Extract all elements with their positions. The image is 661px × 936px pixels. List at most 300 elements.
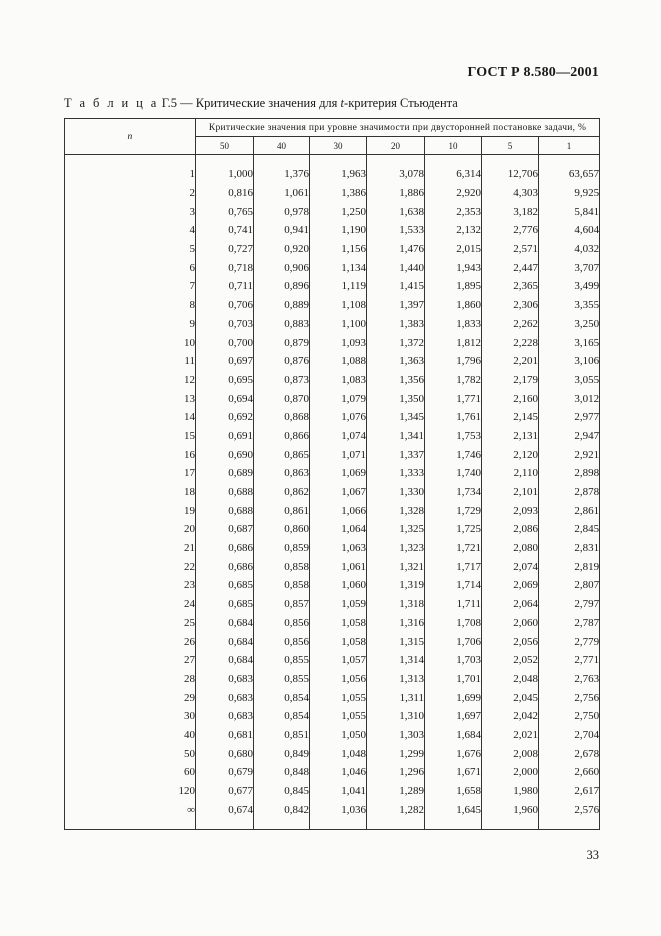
- value-cell: 0,854: [254, 688, 310, 707]
- value-cell: 0,856: [254, 632, 310, 651]
- value-cell: 2,898: [539, 464, 600, 483]
- value-cell: 1,063: [310, 539, 367, 558]
- value-cell: 2,571: [482, 240, 539, 259]
- value-cell: 1,108: [310, 296, 367, 315]
- value-cell: 2,179: [482, 371, 539, 390]
- value-cell: 0,896: [254, 277, 310, 296]
- caption-dash: —: [180, 96, 193, 110]
- value-cell: 2,228: [482, 333, 539, 352]
- value-cell: 3,106: [539, 352, 600, 371]
- value-cell: 2,797: [539, 595, 600, 614]
- n-cell: 4: [65, 221, 196, 240]
- value-cell: 2,704: [539, 726, 600, 745]
- n-cell: 26: [65, 632, 196, 651]
- n-cell: 5: [65, 240, 196, 259]
- value-cell: 0,862: [254, 483, 310, 502]
- level-header: 30: [310, 137, 367, 155]
- caption-text-before: Критические значения для: [195, 96, 338, 110]
- value-cell: 0,691: [196, 427, 254, 446]
- value-cell: 1,345: [367, 408, 425, 427]
- value-cell: 1,296: [367, 763, 425, 782]
- value-cell: 2,365: [482, 277, 539, 296]
- value-cell: 0,855: [254, 651, 310, 670]
- value-cell: 4,303: [482, 184, 539, 203]
- value-cell: 1,708: [425, 614, 482, 633]
- value-cell: 0,680: [196, 744, 254, 763]
- value-cell: 0,861: [254, 501, 310, 520]
- value-cell: 1,000: [196, 165, 254, 184]
- n-cell: 18: [65, 483, 196, 502]
- value-cell: 0,860: [254, 520, 310, 539]
- value-cell: 1,319: [367, 576, 425, 595]
- level-header: 5: [482, 137, 539, 155]
- n-cell: 50: [65, 744, 196, 763]
- table-row: [65, 763, 600, 782]
- value-cell: 0,858: [254, 557, 310, 576]
- value-cell: 2,056: [482, 632, 539, 651]
- table-row: [65, 408, 600, 427]
- value-cell: 3,250: [539, 315, 600, 334]
- value-cell: 0,978: [254, 202, 310, 221]
- value-cell: 1,645: [425, 800, 482, 819]
- value-cell: 1,069: [310, 464, 367, 483]
- value-cell: 2,831: [539, 539, 600, 558]
- value-cell: 2,042: [482, 707, 539, 726]
- value-cell: 2,447: [482, 258, 539, 277]
- value-cell: 2,920: [425, 184, 482, 203]
- value-cell: 0,851: [254, 726, 310, 745]
- table-row: [65, 614, 600, 633]
- value-cell: 1,058: [310, 614, 367, 633]
- n-cell: 19: [65, 501, 196, 520]
- value-cell: 2,262: [482, 315, 539, 334]
- table-row: [65, 427, 600, 446]
- value-cell: 0,854: [254, 707, 310, 726]
- value-cell: 2,750: [539, 707, 600, 726]
- value-cell: 0,692: [196, 408, 254, 427]
- value-cell: 0,858: [254, 576, 310, 595]
- table-row: [65, 371, 600, 390]
- value-cell: 1,083: [310, 371, 367, 390]
- table-row: [65, 483, 600, 502]
- n-cell: 9: [65, 315, 196, 334]
- n-cell: ∞: [65, 800, 196, 819]
- table-row: [65, 184, 600, 203]
- n-cell: 29: [65, 688, 196, 707]
- table-row: [65, 800, 600, 819]
- value-cell: 0,845: [254, 782, 310, 801]
- caption-text-after: -критерия Стьюдента: [344, 96, 458, 110]
- value-cell: 0,727: [196, 240, 254, 259]
- value-cell: 0,683: [196, 707, 254, 726]
- table-row: [65, 240, 600, 259]
- value-cell: 1,980: [482, 782, 539, 801]
- value-cell: 0,685: [196, 595, 254, 614]
- value-cell: 0,816: [196, 184, 254, 203]
- value-cell: 0,711: [196, 277, 254, 296]
- value-cell: 1,725: [425, 520, 482, 539]
- value-cell: 0,683: [196, 688, 254, 707]
- value-cell: 1,303: [367, 726, 425, 745]
- value-cell: 12,706: [482, 165, 539, 184]
- n-cell: 10: [65, 333, 196, 352]
- n-cell: 7: [65, 277, 196, 296]
- value-cell: 0,700: [196, 333, 254, 352]
- value-cell: 1,397: [367, 296, 425, 315]
- value-cell: 1,734: [425, 483, 482, 502]
- n-cell: 16: [65, 445, 196, 464]
- caption-number: Г.5: [161, 96, 177, 110]
- value-cell: 1,289: [367, 782, 425, 801]
- value-cell: 1,057: [310, 651, 367, 670]
- value-cell: 2,779: [539, 632, 600, 651]
- value-cell: 1,119: [310, 277, 367, 296]
- table-row: [65, 688, 600, 707]
- n-cell: 28: [65, 670, 196, 689]
- value-cell: 2,101: [482, 483, 539, 502]
- table-row: [65, 333, 600, 352]
- n-cell: 20: [65, 520, 196, 539]
- value-cell: 1,066: [310, 501, 367, 520]
- value-cell: 1,860: [425, 296, 482, 315]
- n-cell: 24: [65, 595, 196, 614]
- value-cell: 0,941: [254, 221, 310, 240]
- value-cell: 2,093: [482, 501, 539, 520]
- n-cell: 15: [65, 427, 196, 446]
- value-cell: 1,703: [425, 651, 482, 670]
- value-cell: 1,671: [425, 763, 482, 782]
- value-cell: 0,855: [254, 670, 310, 689]
- value-cell: 2,947: [539, 427, 600, 446]
- value-cell: 0,690: [196, 445, 254, 464]
- value-cell: 2,776: [482, 221, 539, 240]
- value-cell: 3,055: [539, 371, 600, 390]
- table-row: [65, 464, 600, 483]
- value-cell: 0,863: [254, 464, 310, 483]
- value-cell: 1,134: [310, 258, 367, 277]
- value-cell: 0,681: [196, 726, 254, 745]
- value-cell: 2,845: [539, 520, 600, 539]
- value-cell: 1,328: [367, 501, 425, 520]
- n-cell: 13: [65, 389, 196, 408]
- table-row: [65, 707, 600, 726]
- value-cell: 3,707: [539, 258, 600, 277]
- value-cell: 1,313: [367, 670, 425, 689]
- value-cell: 1,383: [367, 315, 425, 334]
- value-cell: 1,701: [425, 670, 482, 689]
- value-cell: 2,617: [539, 782, 600, 801]
- value-cell: 1,684: [425, 726, 482, 745]
- value-cell: 1,076: [310, 408, 367, 427]
- n-cell: 11: [65, 352, 196, 371]
- caption-italic-t: t: [340, 96, 345, 110]
- value-cell: 1,156: [310, 240, 367, 259]
- value-cell: 2,069: [482, 576, 539, 595]
- value-cell: 0,684: [196, 651, 254, 670]
- value-cell: 5,841: [539, 202, 600, 221]
- n-cell: 60: [65, 763, 196, 782]
- value-cell: 1,376: [254, 165, 310, 184]
- table-row: [65, 726, 600, 745]
- n-cell: 1: [65, 165, 196, 184]
- value-cell: 0,859: [254, 539, 310, 558]
- value-cell: 1,041: [310, 782, 367, 801]
- value-cell: 3,355: [539, 296, 600, 315]
- value-cell: 2,052: [482, 651, 539, 670]
- level-header: 20: [367, 137, 425, 155]
- value-cell: 1,190: [310, 221, 367, 240]
- value-cell: 2,080: [482, 539, 539, 558]
- n-cell: 25: [65, 614, 196, 633]
- table-row: [65, 670, 600, 689]
- value-cell: 1,100: [310, 315, 367, 334]
- value-cell: 1,372: [367, 333, 425, 352]
- value-cell: 0,687: [196, 520, 254, 539]
- value-cell: 1,330: [367, 483, 425, 502]
- n-cell: 23: [65, 576, 196, 595]
- value-cell: 1,055: [310, 688, 367, 707]
- value-cell: 2,787: [539, 614, 600, 633]
- value-cell: 2,771: [539, 651, 600, 670]
- value-cell: 63,657: [539, 165, 600, 184]
- value-cell: 0,848: [254, 763, 310, 782]
- n-cell: 6: [65, 258, 196, 277]
- value-cell: 1,074: [310, 427, 367, 446]
- value-cell: 0,765: [196, 202, 254, 221]
- value-cell: 1,061: [310, 557, 367, 576]
- table-row: [65, 202, 600, 221]
- value-cell: 1,753: [425, 427, 482, 446]
- value-cell: 1,771: [425, 389, 482, 408]
- value-cell: 1,833: [425, 315, 482, 334]
- value-cell: 0,674: [196, 800, 254, 819]
- value-cell: 1,299: [367, 744, 425, 763]
- n-cell: 12: [65, 371, 196, 390]
- value-cell: 1,333: [367, 464, 425, 483]
- level-header: 50: [196, 137, 254, 155]
- value-cell: 1,415: [367, 277, 425, 296]
- value-cell: 2,306: [482, 296, 539, 315]
- value-cell: 1,046: [310, 763, 367, 782]
- level-header: 40: [254, 137, 310, 155]
- value-cell: 0,686: [196, 557, 254, 576]
- value-cell: 0,689: [196, 464, 254, 483]
- n-cell: 30: [65, 707, 196, 726]
- value-cell: 2,015: [425, 240, 482, 259]
- n-cell: 120: [65, 782, 196, 801]
- value-cell: 2,145: [482, 408, 539, 427]
- value-cell: 2,160: [482, 389, 539, 408]
- value-cell: 0,703: [196, 315, 254, 334]
- value-cell: 1,071: [310, 445, 367, 464]
- value-cell: 1,050: [310, 726, 367, 745]
- value-cell: 1,963: [310, 165, 367, 184]
- value-cell: 0,684: [196, 614, 254, 633]
- value-cell: 1,079: [310, 389, 367, 408]
- value-cell: 1,717: [425, 557, 482, 576]
- n-cell: 21: [65, 539, 196, 558]
- value-cell: 1,943: [425, 258, 482, 277]
- value-cell: 1,711: [425, 595, 482, 614]
- value-cell: 0,706: [196, 296, 254, 315]
- value-cell: 0,883: [254, 315, 310, 334]
- value-cell: 1,960: [482, 800, 539, 819]
- value-cell: 1,064: [310, 520, 367, 539]
- value-cell: 1,325: [367, 520, 425, 539]
- table-row: [65, 557, 600, 576]
- value-cell: 1,318: [367, 595, 425, 614]
- table-row: [65, 277, 600, 296]
- n-cell: 17: [65, 464, 196, 483]
- value-cell: 1,706: [425, 632, 482, 651]
- value-cell: 2,353: [425, 202, 482, 221]
- value-cell: 0,685: [196, 576, 254, 595]
- value-cell: 1,699: [425, 688, 482, 707]
- value-cell: 1,746: [425, 445, 482, 464]
- value-cell: 2,060: [482, 614, 539, 633]
- value-cell: 0,684: [196, 632, 254, 651]
- value-cell: 0,677: [196, 782, 254, 801]
- value-cell: 1,729: [425, 501, 482, 520]
- value-cell: 1,697: [425, 707, 482, 726]
- value-cell: 0,857: [254, 595, 310, 614]
- n-cell: 14: [65, 408, 196, 427]
- page-number: 33: [586, 848, 599, 862]
- value-cell: 2,921: [539, 445, 600, 464]
- table-row: [65, 501, 600, 520]
- value-cell: 1,321: [367, 557, 425, 576]
- value-cell: 0,694: [196, 389, 254, 408]
- value-cell: 1,714: [425, 576, 482, 595]
- value-cell: 1,314: [367, 651, 425, 670]
- value-cell: 0,679: [196, 763, 254, 782]
- table-row: [65, 296, 600, 315]
- value-cell: 0,741: [196, 221, 254, 240]
- table-row: [65, 352, 600, 371]
- value-cell: 0,870: [254, 389, 310, 408]
- student-t-critical-values-table: [64, 118, 600, 830]
- value-cell: 2,064: [482, 595, 539, 614]
- value-cell: 2,131: [482, 427, 539, 446]
- value-cell: 3,078: [367, 165, 425, 184]
- value-cell: 1,638: [367, 202, 425, 221]
- table-row: [65, 539, 600, 558]
- value-cell: 0,889: [254, 296, 310, 315]
- value-cell: 1,533: [367, 221, 425, 240]
- table-row: [65, 576, 600, 595]
- value-cell: 1,055: [310, 707, 367, 726]
- value-cell: 2,086: [482, 520, 539, 539]
- value-cell: 2,048: [482, 670, 539, 689]
- n-cell: 8: [65, 296, 196, 315]
- value-cell: 2,074: [482, 557, 539, 576]
- value-cell: 0,876: [254, 352, 310, 371]
- value-cell: 4,604: [539, 221, 600, 240]
- value-cell: 1,310: [367, 707, 425, 726]
- table-row: [65, 445, 600, 464]
- value-cell: 1,323: [367, 539, 425, 558]
- level-header: 10: [425, 137, 482, 155]
- significance-group-header: Критические значения при уровне значимости при двусторонней постановке задачи, %: [196, 119, 600, 137]
- value-cell: 2,861: [539, 501, 600, 520]
- value-cell: 2,045: [482, 688, 539, 707]
- value-cell: 1,282: [367, 800, 425, 819]
- value-cell: 0,842: [254, 800, 310, 819]
- value-cell: 1,440: [367, 258, 425, 277]
- value-cell: 6,314: [425, 165, 482, 184]
- value-cell: 1,350: [367, 389, 425, 408]
- table-row: [65, 221, 600, 240]
- value-cell: 1,658: [425, 782, 482, 801]
- value-cell: 1,386: [310, 184, 367, 203]
- value-cell: 0,865: [254, 445, 310, 464]
- value-cell: 0,683: [196, 670, 254, 689]
- value-cell: 1,048: [310, 744, 367, 763]
- value-cell: 1,036: [310, 800, 367, 819]
- n-cell: 2: [65, 184, 196, 203]
- value-cell: 1,316: [367, 614, 425, 633]
- value-cell: 0,695: [196, 371, 254, 390]
- n-cell: 27: [65, 651, 196, 670]
- value-cell: 1,886: [367, 184, 425, 203]
- value-cell: 2,977: [539, 408, 600, 427]
- value-cell: 0,686: [196, 539, 254, 558]
- value-cell: 0,866: [254, 427, 310, 446]
- value-cell: 1,059: [310, 595, 367, 614]
- value-cell: 2,008: [482, 744, 539, 763]
- caption-prefix: Т а б л и ц а: [64, 96, 159, 110]
- value-cell: 1,782: [425, 371, 482, 390]
- value-cell: 0,718: [196, 258, 254, 277]
- value-cell: 1,356: [367, 371, 425, 390]
- value-cell: 2,660: [539, 763, 600, 782]
- value-cell: 1,058: [310, 632, 367, 651]
- value-cell: 9,925: [539, 184, 600, 203]
- value-cell: 1,315: [367, 632, 425, 651]
- value-cell: 3,499: [539, 277, 600, 296]
- value-cell: 0,879: [254, 333, 310, 352]
- value-cell: 1,895: [425, 277, 482, 296]
- table-row: [65, 520, 600, 539]
- document-code: ГОСТ Р 8.580—2001: [467, 65, 599, 80]
- level-header: 1: [539, 137, 600, 155]
- value-cell: 0,849: [254, 744, 310, 763]
- value-cell: 2,819: [539, 557, 600, 576]
- value-cell: 1,676: [425, 744, 482, 763]
- value-cell: 1,721: [425, 539, 482, 558]
- value-cell: 2,878: [539, 483, 600, 502]
- table-caption: [64, 96, 458, 111]
- value-cell: 2,132: [425, 221, 482, 240]
- value-cell: 1,740: [425, 464, 482, 483]
- value-cell: 0,688: [196, 483, 254, 502]
- n-cell: 3: [65, 202, 196, 221]
- value-cell: 0,873: [254, 371, 310, 390]
- value-cell: 1,088: [310, 352, 367, 371]
- table-row: [65, 744, 600, 763]
- value-cell: 1,476: [367, 240, 425, 259]
- value-cell: 2,000: [482, 763, 539, 782]
- value-cell: 0,856: [254, 614, 310, 633]
- table-body: [65, 155, 600, 830]
- n-column-header: n: [65, 119, 196, 155]
- value-cell: 1,250: [310, 202, 367, 221]
- value-cell: 1,056: [310, 670, 367, 689]
- value-cell: 1,067: [310, 483, 367, 502]
- value-cell: 1,311: [367, 688, 425, 707]
- value-cell: 1,812: [425, 333, 482, 352]
- value-cell: 1,363: [367, 352, 425, 371]
